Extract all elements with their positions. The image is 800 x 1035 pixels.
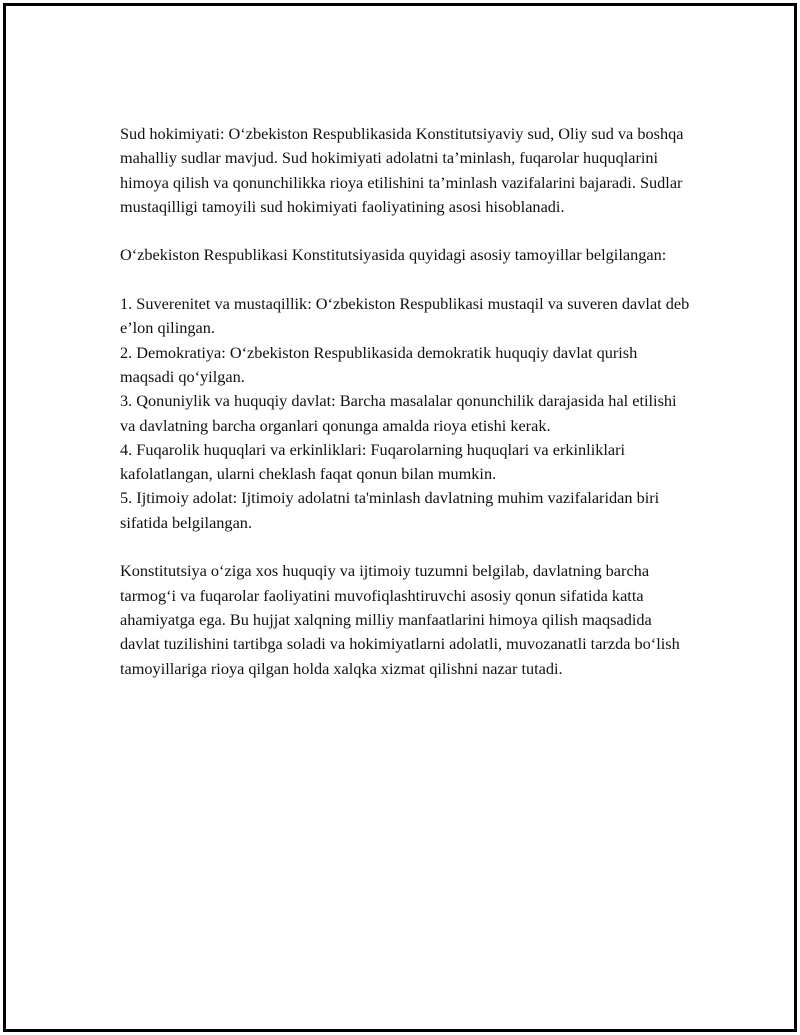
list-item: 3. Qonuniylik va huquqiy davlat: Barcha masalalar qonunchilik darajasida hal etilishi va davlatning barcha organlari qonunga amalda rioya etishi kerak. [120, 391, 677, 435]
principles-list [120, 292, 690, 535]
paragraph-judicial-power: Sud hokimiyati: O‘zbekiston Respublikasida Konstitutsiyaviy sud, Oliy sud va boshqa mahalliy sudlar mavjud. Sud hokimiyati adolatni ta’minlash, fuqarolar huquqlarini himoya qilish va qonunchilikka rioya etilishini ta’minlash vazifalarini bajaradi. Sudlar mustaqilligi tamoyili sud hokimiyati faoliyatining asosi hisoblanadi. [120, 124, 684, 216]
list-item: 1. Suverenitet va mustaqillik: O‘zbekiston Respublikasi mustaqil va suveren davlat deb e’lon qilingan. [120, 294, 690, 338]
list-item: 4. Fuqarolik huquqlari va erkinliklari: Fuqarolarning huquqlari va erkinliklari kafolatlangan, ularni cheklash faqat qonun bilan mumkin. [120, 439, 626, 484]
paragraph-constitution-significance: Konstitutsiya o‘ziga xos huquqiy va ijtimoiy tuzumni belgilab, davlatning barcha tarmog‘i va fuqarolar faoliyatini muvofiqlashtiruvchi asosiy qonun sifatida katta ahamiyatga ega. Bu hujjat xalqning milliy manfaatlarini himoya qilish maqsadida davlat tuzilishini tartibga soladi va hokimiyatlarni adolatli, muvozanatli tarzda bo‘lish tamoyillariga rioya qilgan holda xalqka xizmat qilishni nazar tutadi. [120, 561, 680, 678]
paragraph-principles-intro: O‘zbekiston Respublikasi Konstitutsiyasida quyidagi asosiy tamoyillar belgilangan: [120, 245, 667, 265]
document-body [120, 122, 690, 705]
page-frame [3, 3, 797, 1032]
list-item: 2. Demokratiya: O‘zbekiston Respublikasida demokratik huquqiy davlat qurish maqsadi qo‘yilgan. [120, 342, 638, 386]
list-item: 5. Ijtimoiy adolat: Ijtimoiy adolatni ta'minlash davlatning muhim vazifalaridan biri sifatida belgilangan. [120, 488, 660, 532]
